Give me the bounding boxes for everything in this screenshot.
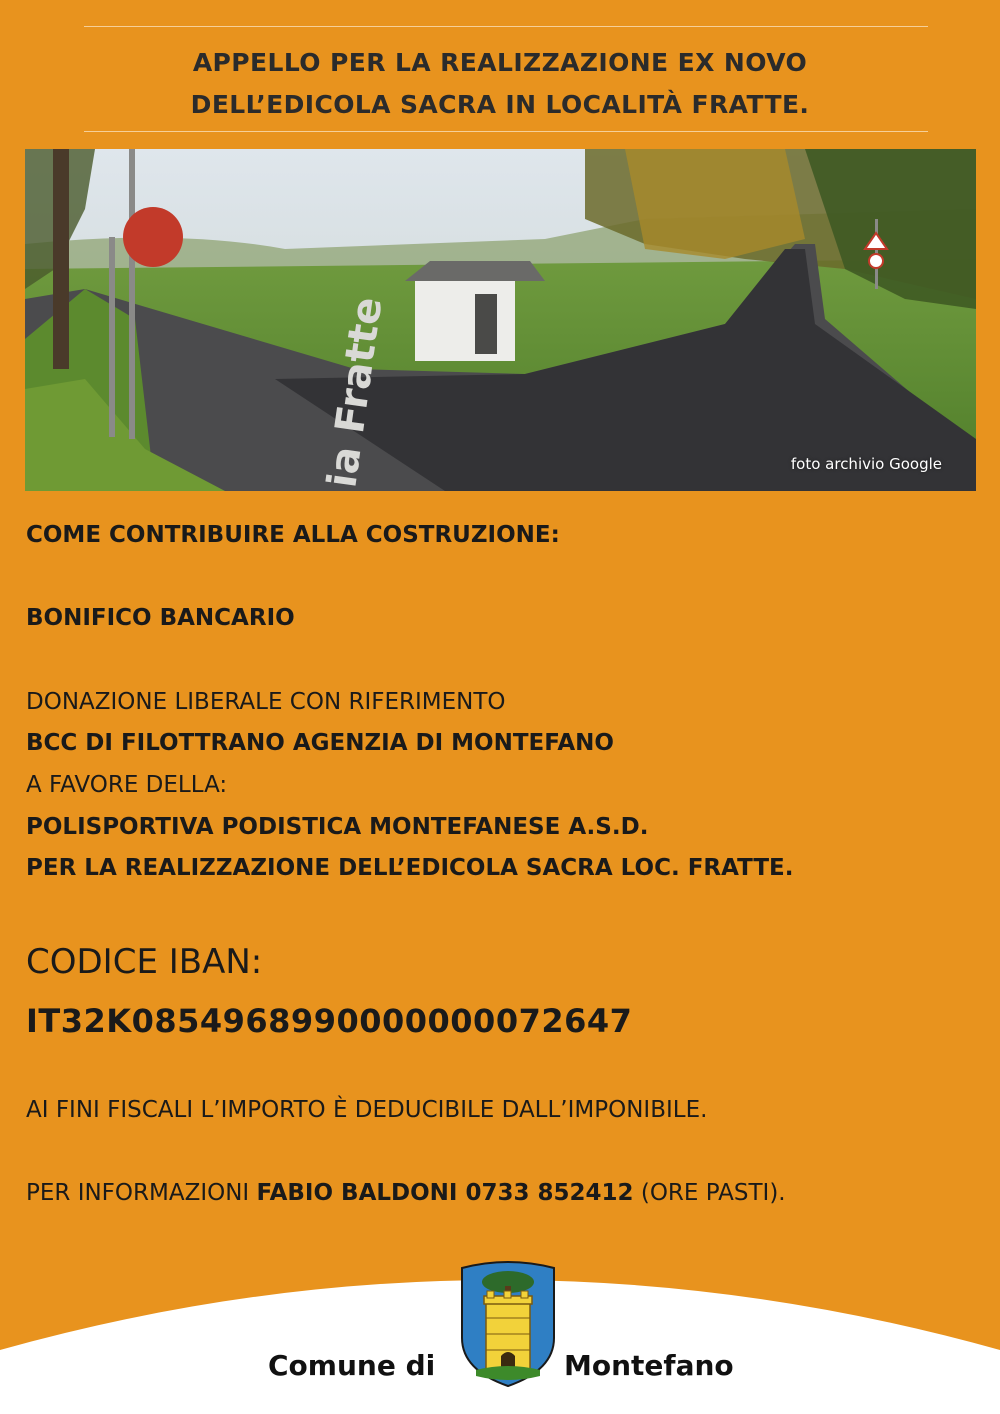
header-rule-bottom	[84, 131, 928, 132]
bank-name: BCC DI FILOTTRANO AGENZIA DI MONTEFANO	[26, 730, 614, 756]
page-title	[0, 42, 1000, 126]
beneficiary: POLISPORTIVA PODISTICA MONTEFANESE A.S.D.	[26, 814, 649, 840]
info-prefix: PER INFORMAZIONI	[26, 1180, 257, 1206]
road-text: ia Fratte	[319, 294, 392, 491]
iban-label: CODICE IBAN:	[26, 942, 263, 982]
title-line-2: DELL’EDICOLA SACRA IN LOCALITÀ FRATTE.	[190, 90, 810, 119]
info-line	[26, 1180, 786, 1206]
town-crest-icon	[456, 1258, 560, 1388]
photo-credit: foto archivio Google	[790, 455, 942, 473]
footer-comune-label: Comune di	[268, 1349, 436, 1382]
header-rule-top	[84, 26, 928, 27]
donation-ref: DONAZIONE LIBERALE CON RIFERIMENTO	[26, 689, 506, 715]
iban-code: IT32K0854968990000000072647	[26, 1002, 633, 1040]
title-line-1: APPELLO PER LA REALIZZAZIONE EX NOVO	[192, 48, 808, 77]
info-contact: FABIO BALDONI 0733 852412	[256, 1180, 634, 1206]
footer-town-name: Montefano	[564, 1349, 734, 1382]
road-photo-illustration	[25, 149, 976, 491]
method-heading: BONIFICO BANCARIO	[26, 605, 295, 631]
info-suffix: (ORE PASTI).	[633, 1180, 786, 1206]
how-to-contribute-heading: COME CONTRIBUIRE ALLA COSTRUZIONE:	[26, 522, 560, 548]
tax-note: AI FINI FISCALI L’IMPORTO È DEDUCIBILE DALL’IMPONIBILE.	[26, 1097, 708, 1123]
purpose: PER LA REALIZZAZIONE DELL’EDICOLA SACRA LOC. FRATTE.	[26, 855, 794, 881]
road-photo	[25, 149, 976, 491]
in-favor-label: A FAVORE DELLA:	[26, 772, 228, 798]
